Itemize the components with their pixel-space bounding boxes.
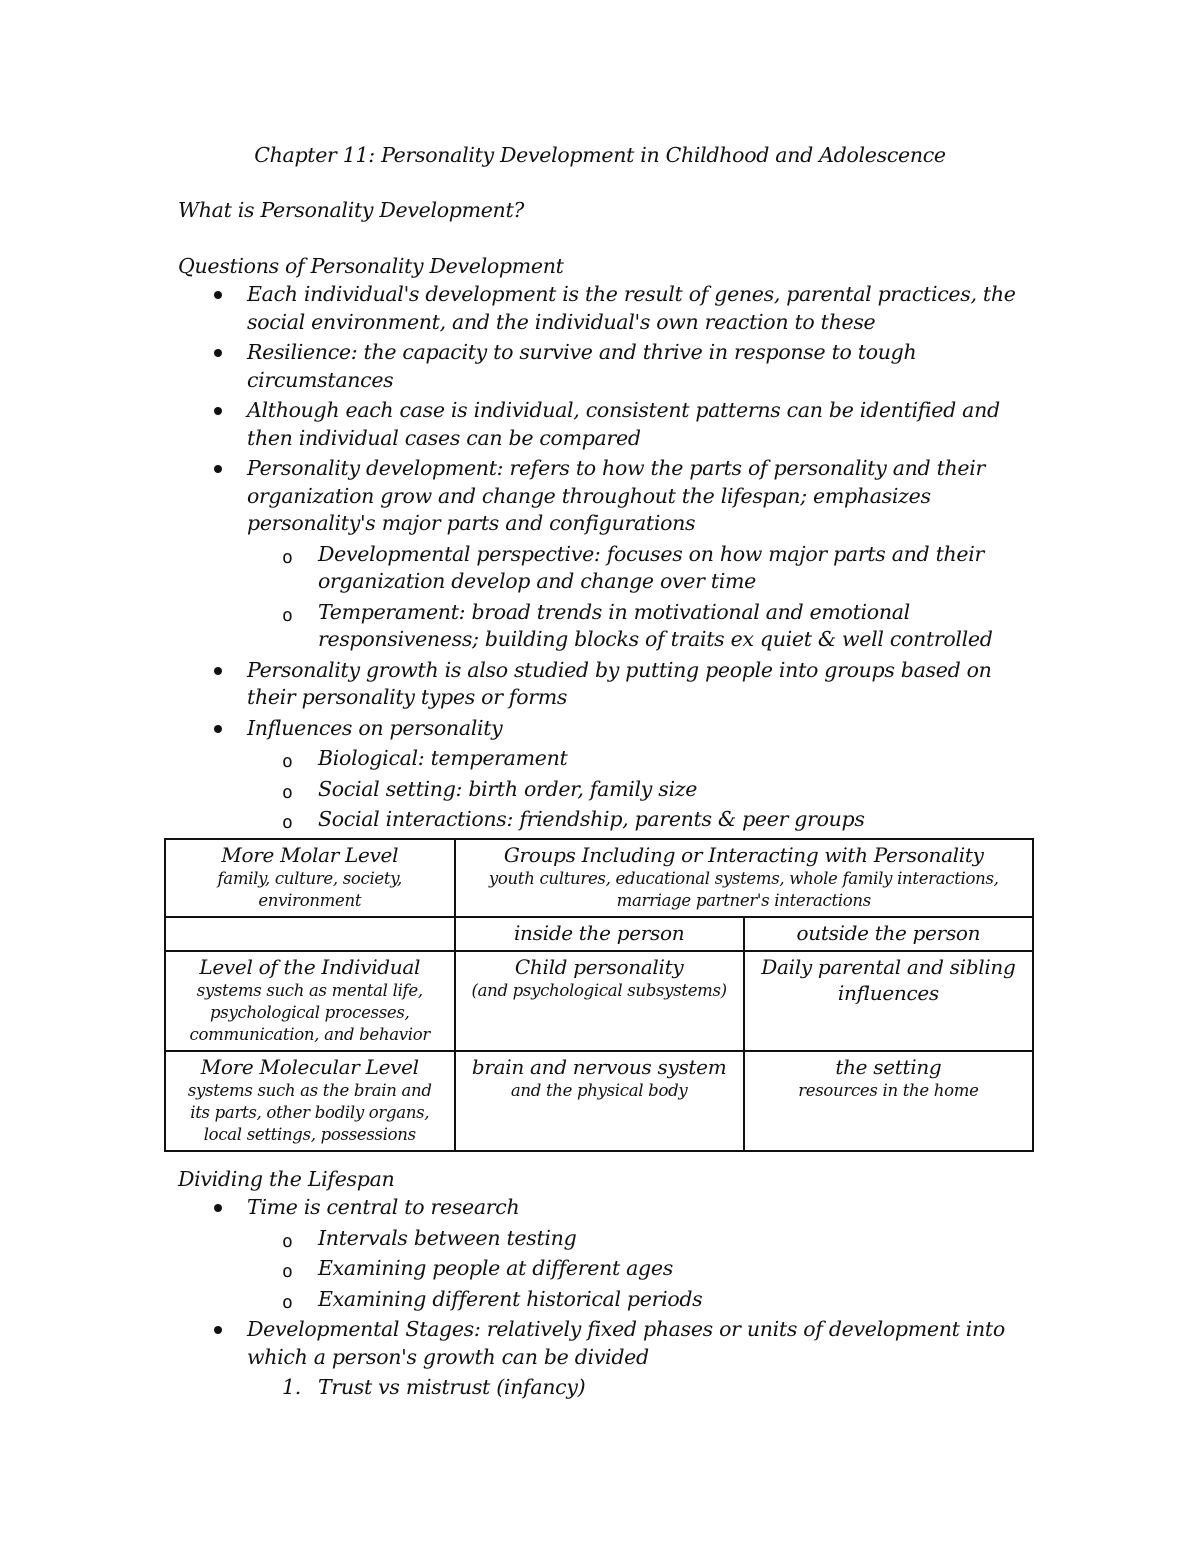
sub-list-item bbox=[0, 1255, 1018, 1283]
bullet-dot-icon bbox=[214, 725, 222, 733]
cell-title: More Molecular Level bbox=[200, 1055, 419, 1079]
list-item-text: Time is central to research bbox=[247, 1195, 520, 1219]
list-item-text: Examining different historical periods bbox=[318, 1286, 703, 1311]
table-cell bbox=[455, 839, 1034, 917]
cell-subtitle: systems such as mental life, psychological processes, communication, and behavior bbox=[189, 981, 430, 1044]
table-cell bbox=[455, 951, 744, 1051]
bullet-dot-icon bbox=[214, 349, 222, 357]
cell-subtitle: systems such as the brain and its parts, other bodily organs, local settings, possessions bbox=[187, 1081, 432, 1144]
cell-title: outside the person bbox=[796, 921, 981, 945]
bullet-circle-icon: o bbox=[282, 1230, 293, 1252]
list-item-text: Although each case is individual, consistent patterns can be identified and then individual cases can be compared bbox=[247, 398, 1000, 450]
bullet-dot-icon bbox=[214, 1326, 222, 1334]
bullet-circle-icon: o bbox=[282, 1291, 293, 1313]
bullet-dot-icon bbox=[214, 465, 222, 473]
table-row bbox=[165, 951, 1033, 1051]
bullet-circle-icon: o bbox=[282, 751, 293, 772]
list-item bbox=[0, 657, 1037, 712]
bullet-dot-icon bbox=[214, 667, 222, 675]
list-item-text: Social setting: birth order, family size bbox=[318, 776, 698, 801]
cell-title: Child personality bbox=[514, 955, 684, 979]
sub-list-item bbox=[0, 541, 1018, 596]
list-item bbox=[0, 339, 1037, 394]
list-item-text: Personality growth is also studied by putting people into groups based on their personality types or forms bbox=[247, 657, 992, 709]
cell-subtitle: youth cultures, educational systems, whole family interactions, marriage partner's interactions bbox=[488, 869, 999, 910]
table-cell bbox=[744, 1051, 1033, 1151]
list-item-text: Examining people at different ages bbox=[318, 1256, 673, 1280]
cell-title: More Molar Level bbox=[221, 843, 399, 867]
bullet-circle-icon: o bbox=[282, 812, 293, 833]
cell-subtitle: and the physical body bbox=[510, 1081, 688, 1100]
list-item bbox=[0, 1316, 1037, 1371]
page-title: Chapter 11: Personality Development in Childhood and Adolescence bbox=[254, 143, 946, 167]
list-item-text: Social interactions: friendship, parents & peer groups bbox=[318, 807, 865, 831]
list-item bbox=[0, 1194, 1037, 1222]
cell-title: Daily parental and sibling influences bbox=[761, 955, 1016, 1005]
list-item-text: Trust vs mistrust (infancy) bbox=[318, 1375, 586, 1399]
sub-list-item bbox=[0, 806, 1018, 834]
cell-subtitle: resources in the home bbox=[798, 1081, 979, 1100]
lifespan-list bbox=[0, 1194, 1200, 1405]
table-cell bbox=[165, 839, 455, 917]
list-item-text: Influences on personality bbox=[247, 715, 503, 740]
numbered-list-item bbox=[0, 1374, 1018, 1402]
bullet-dot-icon bbox=[214, 291, 222, 299]
table-row bbox=[165, 917, 1033, 951]
table-row bbox=[165, 1051, 1033, 1151]
cell-subtitle: (and psychological subsystems) bbox=[471, 981, 727, 1000]
table-cell bbox=[744, 917, 1033, 951]
bullet-circle-icon: o bbox=[282, 1261, 293, 1282]
cell-title: Level of the Individual bbox=[199, 955, 421, 979]
list-item bbox=[0, 397, 1037, 452]
sub-list-item bbox=[0, 745, 1018, 773]
questions-list bbox=[0, 281, 1200, 837]
sub-list-item bbox=[0, 776, 1018, 804]
sub-list-item bbox=[0, 1225, 1018, 1253]
list-number: 1. bbox=[282, 1375, 301, 1399]
section-heading-lifespan: Dividing the Lifespan bbox=[178, 1167, 395, 1191]
bullet-dot-icon bbox=[214, 407, 222, 415]
bullet-circle-icon: o bbox=[282, 546, 293, 568]
bullet-dot-icon bbox=[214, 1204, 222, 1212]
section-heading-what: What is Personality Development? bbox=[178, 198, 525, 222]
table-row bbox=[165, 839, 1033, 917]
list-item-text: Temperament: broad trends in motivational and emotional responsiveness; building blocks of traits ex quiet & well controlled bbox=[318, 599, 993, 651]
table-cell-empty bbox=[165, 917, 455, 951]
list-item-text: Intervals between testing bbox=[318, 1225, 577, 1250]
table-cell bbox=[744, 951, 1033, 1051]
list-item-text: Resilience: the capacity to survive and thrive in response to tough circumstances bbox=[247, 340, 917, 392]
cell-title: brain and nervous system bbox=[471, 1055, 727, 1079]
cell-title: the setting bbox=[835, 1055, 942, 1079]
sub-list-item bbox=[0, 599, 1018, 654]
list-item-text: Developmental perspective: focuses on how major parts and their organization develop and change over time bbox=[318, 541, 985, 593]
list-item-text: Personality development: refers to how the parts of personality and their organization grow and change throughout the lifespan; emphasizes personality's major parts and configurations bbox=[247, 456, 985, 535]
list-item-text: Each individual's development is the result of genes, parental practices, the social environment, and the individual's own reaction to these bbox=[247, 282, 1016, 334]
cell-title: inside the person bbox=[513, 921, 685, 945]
list-item bbox=[0, 715, 1037, 743]
cell-title: Groups Including or Interacting with Personality bbox=[503, 843, 984, 867]
personality-levels-table bbox=[164, 838, 1034, 1152]
list-item-text: Developmental Stages: relatively fixed phases or units of development into which a person's growth can be divided bbox=[247, 1317, 1005, 1369]
section-heading-questions: Questions of Personality Development bbox=[178, 254, 564, 278]
table-cell bbox=[165, 951, 455, 1051]
list-item-text: Biological: temperament bbox=[318, 746, 568, 770]
table-cell bbox=[165, 1051, 455, 1151]
bullet-circle-icon: o bbox=[282, 604, 293, 626]
table-cell bbox=[455, 1051, 744, 1151]
list-item bbox=[0, 281, 1037, 336]
cell-subtitle: family, culture, society, environment bbox=[217, 869, 402, 910]
list-item bbox=[0, 455, 1037, 538]
bullet-circle-icon: o bbox=[282, 781, 293, 803]
table-cell bbox=[455, 917, 744, 951]
sub-list-item bbox=[0, 1286, 1018, 1314]
